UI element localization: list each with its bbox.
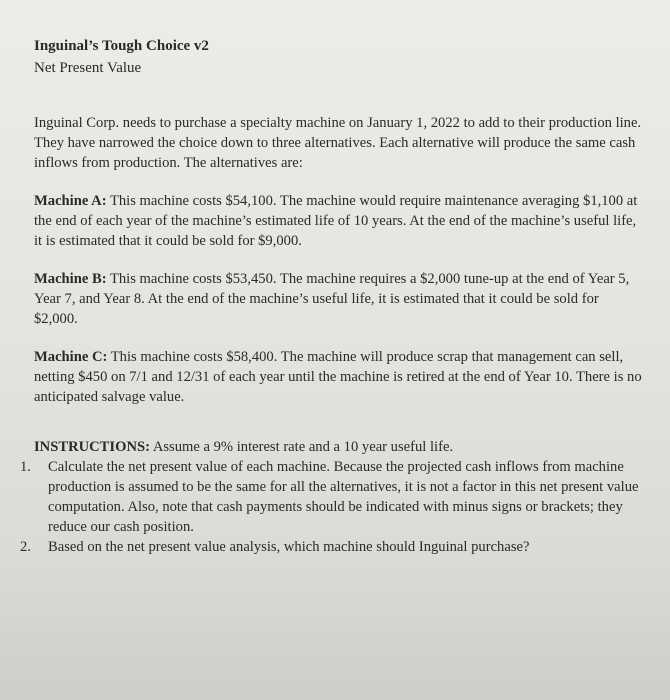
machine-a-label: Machine A: xyxy=(34,193,107,209)
machine-c-text: This machine costs $58,400. The machine will produce scrap that management can sell, netting $450 on 7/1 and 12/31 of each year until the machine is retired at the end of Year 10. There is no anticipated salvage value. xyxy=(34,349,642,405)
document-title: Inguinal’s Tough Choice v2 xyxy=(34,38,209,54)
instruction-item xyxy=(20,457,644,537)
instructions-list xyxy=(20,457,644,557)
machine-b-text: This machine costs $53,450. The machine requires a $2,000 tune-up at the end of Year 5, Year 7, and Year 8. At the end of the machine’s useful life, it is estimated that it could be sold for $2,000. xyxy=(34,271,630,327)
instruction-item xyxy=(20,537,644,557)
instructions-section xyxy=(20,437,644,557)
intro-paragraph: Inguinal Corp. needs to purchase a specialty machine on January 1, 2022 to add to their production line. They have narrowed the choice down to three alternatives. Each alternative will produce the same cash inflows from production. The alternatives are: xyxy=(34,115,642,171)
machine-c-label: Machine C: xyxy=(34,349,108,365)
instructions-label: INSTRUCTIONS: xyxy=(34,439,150,455)
machine-c-paragraph xyxy=(34,347,644,407)
machine-b-paragraph xyxy=(34,269,644,329)
instructions-heading xyxy=(34,437,644,457)
instructions-text: Assume a 9% interest rate and a 10 year useful life. xyxy=(152,439,454,455)
instruction-text: Calculate the net present value of each machine. Because the projected cash inflows from machine production is assumed to be the same for all the alternatives, it is not a factor in this net present value computation. Also, note that cash payments should be indicated with minus signs or brackets; they reduce our cash position. xyxy=(48,459,639,535)
machine-a-text: This machine costs $54,100. The machine would require maintenance averaging $1,100 at the end of each year of the machine’s estimated life of 10 years. At the end of the machine’s useful life, it is estimated that it could be sold for $9,000. xyxy=(34,193,638,249)
document-subtitle: Net Present Value xyxy=(34,60,142,76)
machine-a-paragraph xyxy=(34,191,644,251)
instruction-number: 1. xyxy=(20,459,31,475)
instruction-number: 2. xyxy=(20,539,31,555)
instruction-text: Based on the net present value analysis, which machine should Inguinal purchase? xyxy=(48,539,530,555)
machine-b-label: Machine B: xyxy=(34,271,107,287)
